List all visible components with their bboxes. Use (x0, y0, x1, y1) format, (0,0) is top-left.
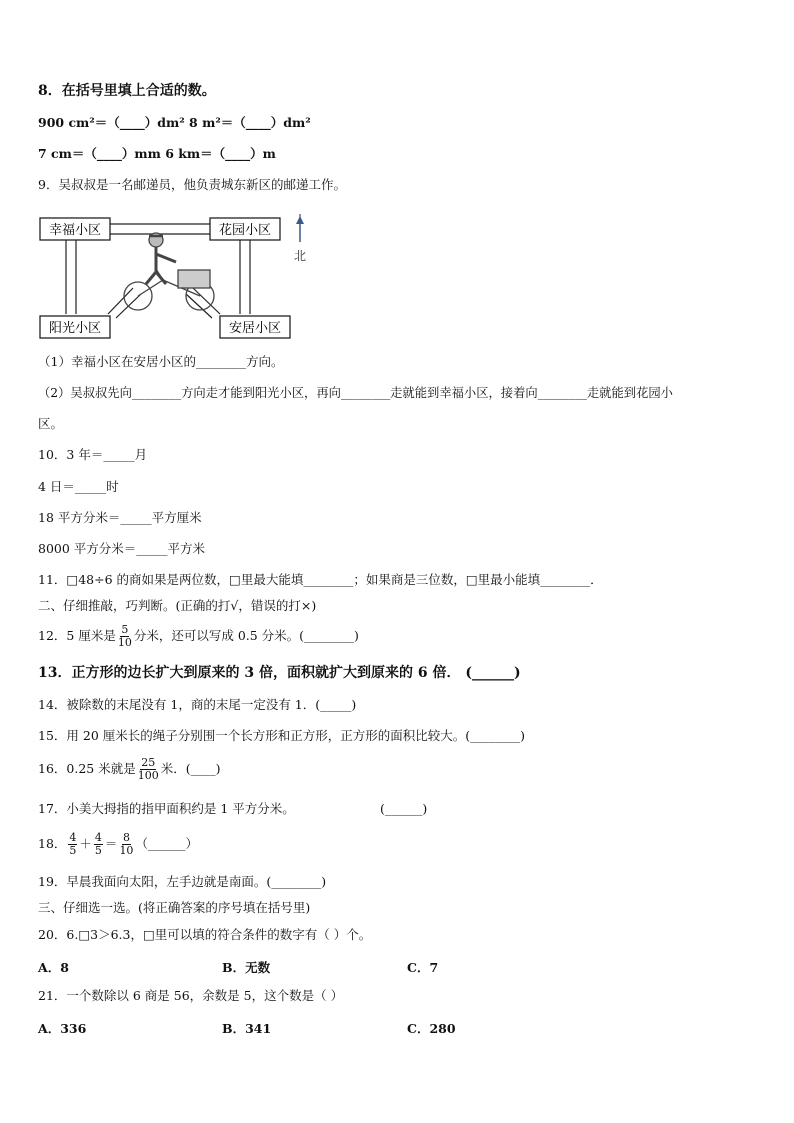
q10-line3: 18 平方分米＝_____平方厘米 (38, 510, 202, 525)
q8-title: 8．在括号里填上合适的数。 (38, 83, 216, 99)
q12-frac-num: 5 (121, 623, 129, 636)
q18-pre: 18． (38, 836, 67, 851)
q10-line4: 8000 平方分米＝_____平方米 (38, 541, 206, 556)
q10-line2: 4 日＝_____时 (38, 479, 119, 494)
q10-line1: 10．3 年＝_____月 (38, 447, 148, 462)
q18-equals: ＝ (104, 836, 118, 851)
q18-f3-den: 10 (119, 844, 134, 857)
q17-blank: (______) (380, 801, 428, 816)
q18-f3-num: 8 (122, 831, 130, 844)
q16-frac-num: 25 (141, 756, 156, 769)
postman-bicycle-icon (124, 233, 214, 310)
north-label: 北 (293, 249, 307, 263)
q18-f1-num: 4 (69, 831, 77, 844)
q16-fraction (138, 757, 159, 782)
section2-heading: 二、仔细推敲，巧判断。(正确的打√，错误的打×) (38, 598, 317, 613)
q9-sub1: （1）幸福小区在安居小区的________方向。 (38, 354, 284, 369)
q18-fraction-2 (94, 832, 103, 857)
q12-frac-den: 10 (117, 636, 132, 649)
q18-fraction-3 (119, 832, 133, 857)
q18-line (38, 832, 198, 857)
q12-line (38, 624, 359, 649)
map-label-anju: 安居小区 (228, 321, 282, 336)
q12-post: 分米，还可以写成 0.5 分米。(________) (133, 628, 359, 643)
q16-frac-den: 100 (137, 769, 159, 782)
q21-option-a: A．336 (38, 1021, 87, 1036)
q12-fraction (118, 624, 132, 649)
q21-option-c: C．280 (407, 1021, 456, 1036)
q14-text: 14．被除数的末尾没有 1，商的末尾一定没有 1．(_____) (38, 697, 357, 712)
q18-plus: ＋ (79, 836, 92, 851)
q20-option-c: C．7 (407, 960, 439, 975)
map-label-yangguang: 阳光小区 (48, 321, 102, 336)
q15-text: 15．用 20 厘米长的绳子分别围一个长方形和正方形，正方形的面积比较大。(________) (38, 728, 526, 743)
q17-text: 17．小美大拇指的指甲面积约是 1 平方分米。 (38, 801, 295, 816)
q11-text: 11．□48÷6 的商如果是两位数，□里最大能填________；如果商是三位数，□里最小能填________． (38, 572, 603, 587)
q21-option-b: B．341 (222, 1021, 272, 1036)
map-label-xingfu: 幸福小区 (48, 223, 102, 238)
q16-pre: 16．0.25 米就是 (38, 761, 136, 776)
q18-f1-den: 5 (69, 844, 77, 857)
q18-f2-den: 5 (94, 844, 102, 857)
section3-heading: 三、仔细选一选。(将正确答案的序号填在括号里) (38, 900, 311, 915)
q21-text: 21．一个数除以 6 商是 56，余数是 5，这个数是（ ） (38, 988, 344, 1003)
q12-pre: 12．5 厘米是 (38, 628, 116, 643)
map-label-huayuan: 花园小区 (218, 223, 272, 238)
q20-option-b: B．无数 (222, 960, 271, 975)
q13-text: 13．正方形的边长扩大到原来的 3 倍，面积就扩大到原来的 6 倍． (______) (38, 665, 521, 681)
q9-sub2b: 区。 (38, 416, 64, 431)
north-arrow-icon (296, 214, 304, 242)
q20-option-a: A．8 (38, 960, 69, 975)
neighborhood-map (38, 214, 308, 344)
q9-sub2a: （2）吴叔叔先向________方向走才能到阳光小区，再向________走就能到幸福小区，接着向________走就能到花园小 (38, 386, 673, 400)
q18-f2-num: 4 (94, 831, 102, 844)
q8-line2: 7 cm＝（____）mm 6 km＝（____）m (38, 146, 276, 161)
q16-line (38, 757, 220, 782)
q18-post: （______） (135, 836, 198, 851)
q9-title: 9．吴叔叔是一名邮递员，他负责城东新区的邮递工作。 (38, 177, 346, 192)
q18-fraction-1 (68, 832, 77, 857)
q19-text: 19．早晨我面向太阳，左手边就是南面。(________) (38, 874, 327, 889)
q16-post: 米．(____) (160, 761, 221, 776)
q8-line1: 900 cm²＝（____）dm² 8 m²＝（____）dm² (38, 115, 311, 130)
q20-text: 20．6.□3＞6.3，□里可以填的符合条件的数字有（ ）个。 (38, 927, 372, 942)
